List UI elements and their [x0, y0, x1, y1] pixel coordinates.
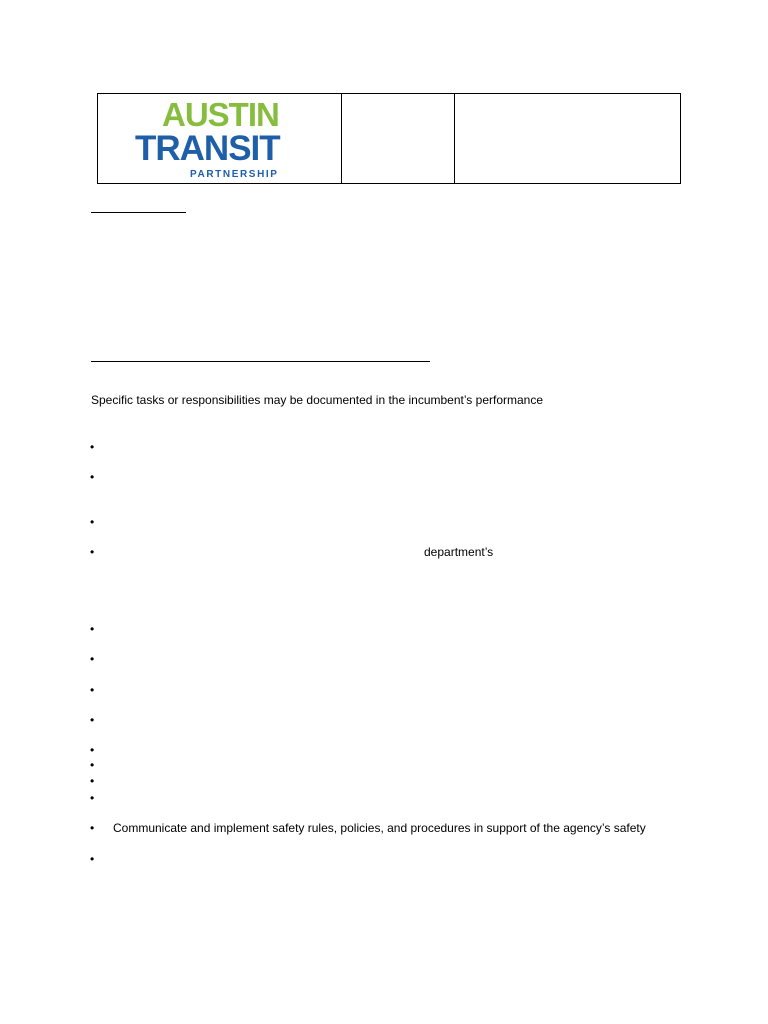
bullet-marker: •: [90, 545, 95, 559]
bullet-marker: •: [90, 743, 95, 757]
bullet-marker: •: [90, 774, 95, 788]
bullet-marker: •: [90, 683, 95, 697]
section-heading-underline-long: [91, 361, 430, 362]
austin-transit-partnership-logo: [135, 97, 307, 183]
logo-cell: [98, 94, 342, 184]
logo-austin-text: AUSTIN: [162, 95, 279, 133]
bullet-marker: •: [90, 652, 95, 666]
header-cell-right: [455, 94, 681, 184]
section-heading-underline-short: [91, 212, 186, 213]
bullet-marker: •: [90, 713, 95, 727]
logo-partnership-text: PARTNERSHIP: [190, 168, 279, 180]
bullet-marker: •: [90, 515, 95, 529]
bullet-marker: •: [90, 440, 95, 454]
bullet-marker: •: [90, 470, 95, 484]
intro-paragraph: Specific tasks or responsibilities may be documented in the incumbent’s performance: [91, 393, 544, 407]
logo-transit-text: TRANSIT: [135, 128, 280, 168]
bullet-marker: •: [90, 791, 95, 805]
bullet-marker: •: [90, 758, 95, 772]
bullet-marker: •: [90, 852, 95, 866]
list-item-safety: Communicate and implement safety rules, policies, and procedures in support of the agency’s safety: [113, 821, 646, 835]
list-item-fragment: department’s: [424, 545, 494, 559]
bullet-marker: •: [90, 622, 95, 636]
bullet-marker: •: [90, 821, 95, 835]
header-table: [97, 93, 681, 184]
header-cell-middle: [342, 94, 455, 184]
